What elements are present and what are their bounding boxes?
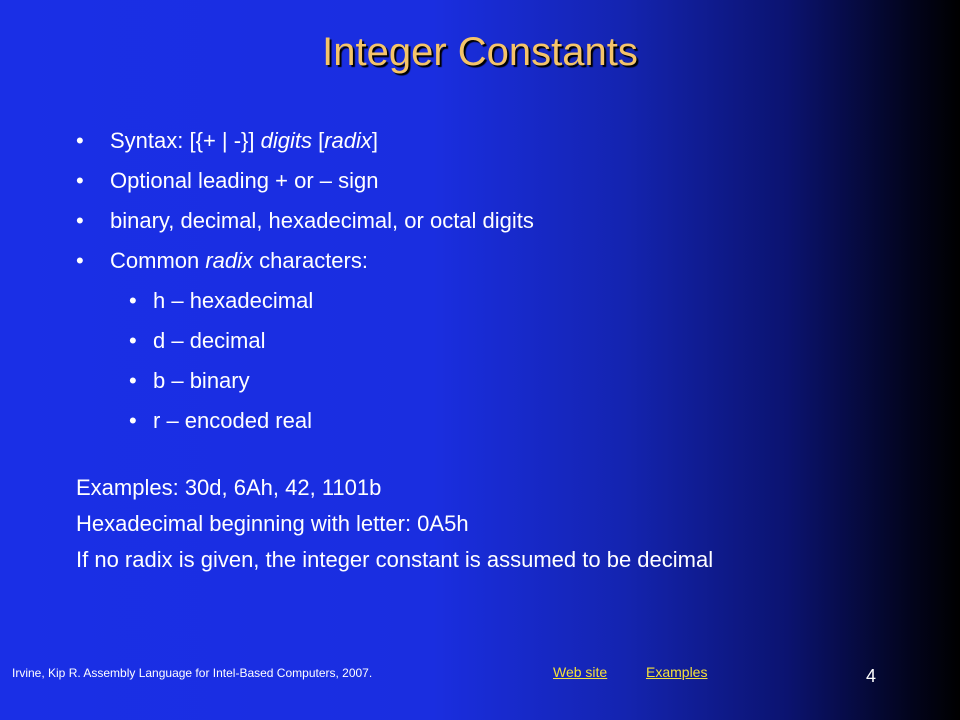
web-site-link[interactable]: Web site: [553, 664, 608, 680]
sub-bullet-text: b – binary: [153, 368, 250, 393]
bullet-dot: •: [129, 368, 137, 393]
examples-block: [76, 470, 713, 578]
bullet-text: Syntax: [{+ | -}] digits [radix]: [110, 128, 379, 153]
bullet-dot: •: [76, 248, 84, 273]
hex-letter-line: Hexadecimal beginning with letter: 0A5h: [76, 511, 469, 536]
slide-title: Integer Constants: [322, 30, 638, 74]
bullet-dot: •: [129, 328, 137, 353]
page-number: 4: [866, 666, 877, 686]
bullet-text: binary, decimal, hexadecimal, or octal digits: [110, 208, 534, 233]
bullet-dot: •: [76, 208, 84, 233]
sub-bullet-text: r – encoded real: [153, 408, 312, 433]
default-radix-line: If no radix is given, the integer constant is assumed to be decimal: [76, 547, 714, 572]
examples-line: Examples: 30d, 6Ah, 42, 1101b: [76, 475, 382, 500]
bullet-dot: •: [129, 288, 137, 313]
sub-bullet-text: h – hexadecimal: [153, 288, 314, 313]
footer-citation: Irvine, Kip R. Assembly Language for Intel-Based Computers, 2007.: [12, 666, 373, 680]
bullet-dot: •: [129, 408, 137, 433]
sub-bullet-text: d – decimal: [153, 328, 266, 353]
examples-link[interactable]: Examples: [646, 664, 708, 680]
bullet-text: Common radix characters:: [110, 248, 368, 273]
bullet-dot: •: [76, 128, 84, 153]
bullet-dot: •: [76, 168, 84, 193]
bullet-text: Optional leading + or – sign: [110, 168, 379, 193]
